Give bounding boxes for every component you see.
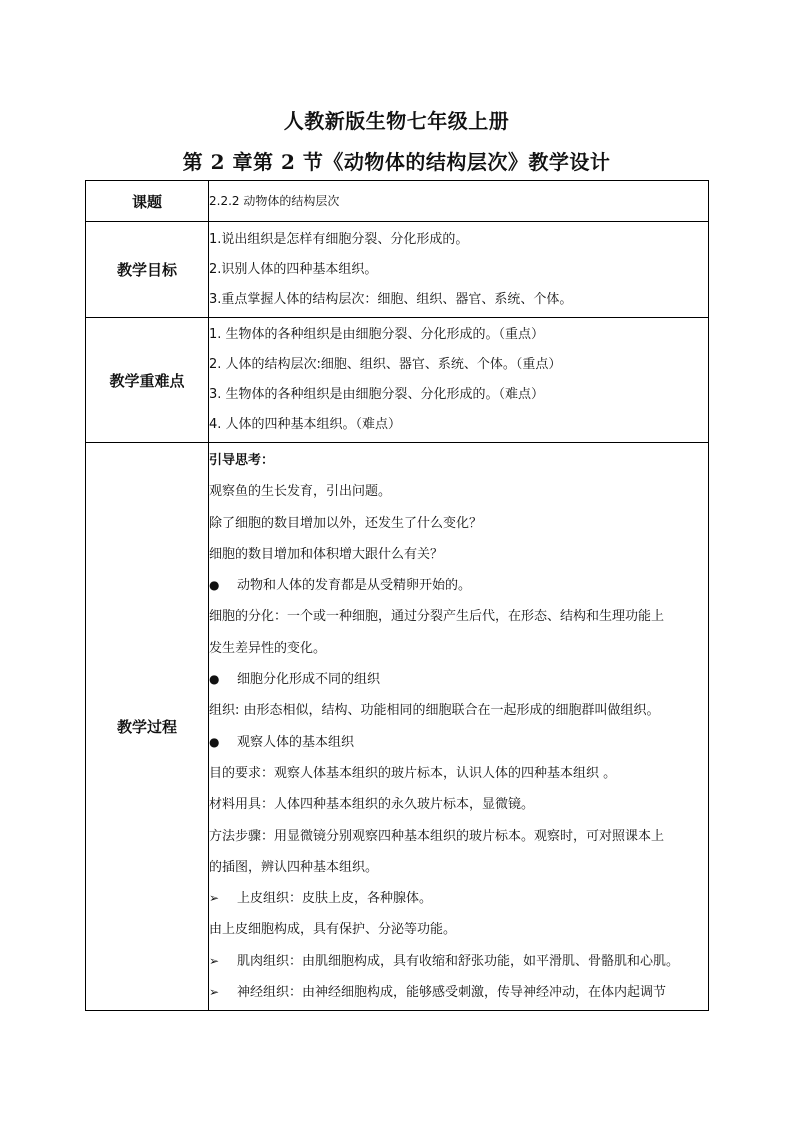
process-line xyxy=(209,883,708,914)
process-line xyxy=(209,539,708,570)
key-point-item: 3. 生物体的各种组织是由细胞分裂、分化形成的。（难点） xyxy=(209,387,545,402)
topic-value: 2.2.2 动物体的结构层次 xyxy=(209,194,340,208)
process-line xyxy=(209,508,708,539)
process-line-text: 细胞的分化：一个或一种细胞，通过分裂产生后代，在形态、结构和生理功能上 xyxy=(209,609,665,625)
process-line xyxy=(209,570,708,601)
process-line-text: 引导思考： xyxy=(209,453,275,468)
goals-cell xyxy=(209,222,709,318)
process-cell xyxy=(209,443,709,1011)
key-point-item: 2. 人体的结构层次:细胞、组织、器官、系统、个体。（重点） xyxy=(209,357,562,372)
process-line-text: 目的要求：观察人体基本组织的玻片标本，认识人体的四种基本组织 。 xyxy=(209,765,617,781)
process-lines xyxy=(209,443,708,1008)
process-line-text: 细胞的数目增加和体积增大跟什么有关？ xyxy=(209,546,444,562)
process-line xyxy=(209,914,708,945)
process-line xyxy=(209,977,708,1008)
goals-label: 教学目标 xyxy=(86,222,209,318)
process-line-text: 神经组织：由神经细胞构成，能够感受刺激，传导神经冲动，在体内起调节 xyxy=(237,985,667,1001)
topic-label: 课题 xyxy=(86,181,209,222)
bullet-icon: ● xyxy=(209,734,220,749)
process-line-text: 除了细胞的数目增加以外，还发生了什么变化？ xyxy=(209,515,483,531)
table-row-process xyxy=(86,443,709,1011)
process-label: 教学过程 xyxy=(86,443,209,1011)
process-line xyxy=(209,476,708,507)
document-subtitle: 第 2 章第 2 节《动物体的结构层次》教学设计 xyxy=(182,150,611,174)
process-line xyxy=(209,727,708,758)
table-row-goals xyxy=(86,222,709,318)
bullet-icon: ● xyxy=(209,578,220,593)
process-line-text: 方法步骤：用显微镜分别观察四种基本组织的玻片标本。观察时，可对照课本上 xyxy=(209,828,665,844)
document-title: 人教新版生物七年级上册 xyxy=(283,109,510,133)
key-point-item: 4. 人体的四种基本组织。（难点） xyxy=(209,417,402,432)
process-line xyxy=(209,695,708,726)
key-point-item: 1. 生物体的各种组织是由细胞分裂、分化形成的。（重点） xyxy=(209,327,545,342)
process-line xyxy=(209,852,708,883)
table-row-topic xyxy=(86,181,709,222)
goal-item: 2.识别人体的四种基本组织。 xyxy=(209,261,378,277)
process-line xyxy=(209,445,708,476)
arrow-bullet-icon: ➢ xyxy=(209,985,220,1000)
arrow-bullet-icon: ➢ xyxy=(209,953,220,968)
process-line-text: 观察人体的基本组织 xyxy=(237,734,355,750)
table-row-key-points xyxy=(86,318,709,443)
process-line-text: 组织: 由形态相似，结构、功能相同的细胞联合在一起形成的细胞群叫做组织。 xyxy=(209,703,660,719)
key-points-cell xyxy=(209,318,709,443)
goal-item: 3.重点掌握人体的结构层次：细胞、组织、器官、系统、个体。 xyxy=(209,291,573,307)
process-line xyxy=(209,664,708,695)
process-line-text: 发生差异性的变化。 xyxy=(209,640,327,656)
topic-cell xyxy=(209,181,709,222)
process-line-text: 观察鱼的生长发育，引出问题。 xyxy=(209,484,392,500)
process-line-text: 的插图，辨认四种基本组织。 xyxy=(209,859,379,875)
bullet-icon: ● xyxy=(209,672,220,687)
process-line-text: 上皮组织：皮肤上皮，各种腺体。 xyxy=(237,891,433,907)
goal-item: 1.说出组织是怎样有细胞分裂、分化形成的。 xyxy=(209,231,469,247)
process-line xyxy=(209,758,708,789)
process-line-text: 细胞分化形成不同的组织 xyxy=(237,672,381,688)
lesson-plan-table xyxy=(85,180,709,1011)
process-line xyxy=(209,601,708,632)
process-line-text: 肌肉组织：由肌细胞构成，具有收缩和舒张功能，如平滑肌、骨骼肌和心肌。 xyxy=(237,953,680,969)
process-line xyxy=(209,789,708,820)
process-line-text: 由上皮细胞构成，具有保护、分泌等功能。 xyxy=(209,922,457,938)
key-points-label: 教学重难点 xyxy=(86,318,209,443)
process-line xyxy=(209,946,708,977)
arrow-bullet-icon: ➢ xyxy=(209,891,220,906)
process-line xyxy=(209,821,708,852)
process-line xyxy=(209,633,708,664)
process-line-text: 材料用具：人体四种基本组织的永久玻片标本，显微镜。 xyxy=(209,797,535,813)
process-line-text: 动物和人体的发育都是从受精卵开始的。 xyxy=(237,578,472,594)
